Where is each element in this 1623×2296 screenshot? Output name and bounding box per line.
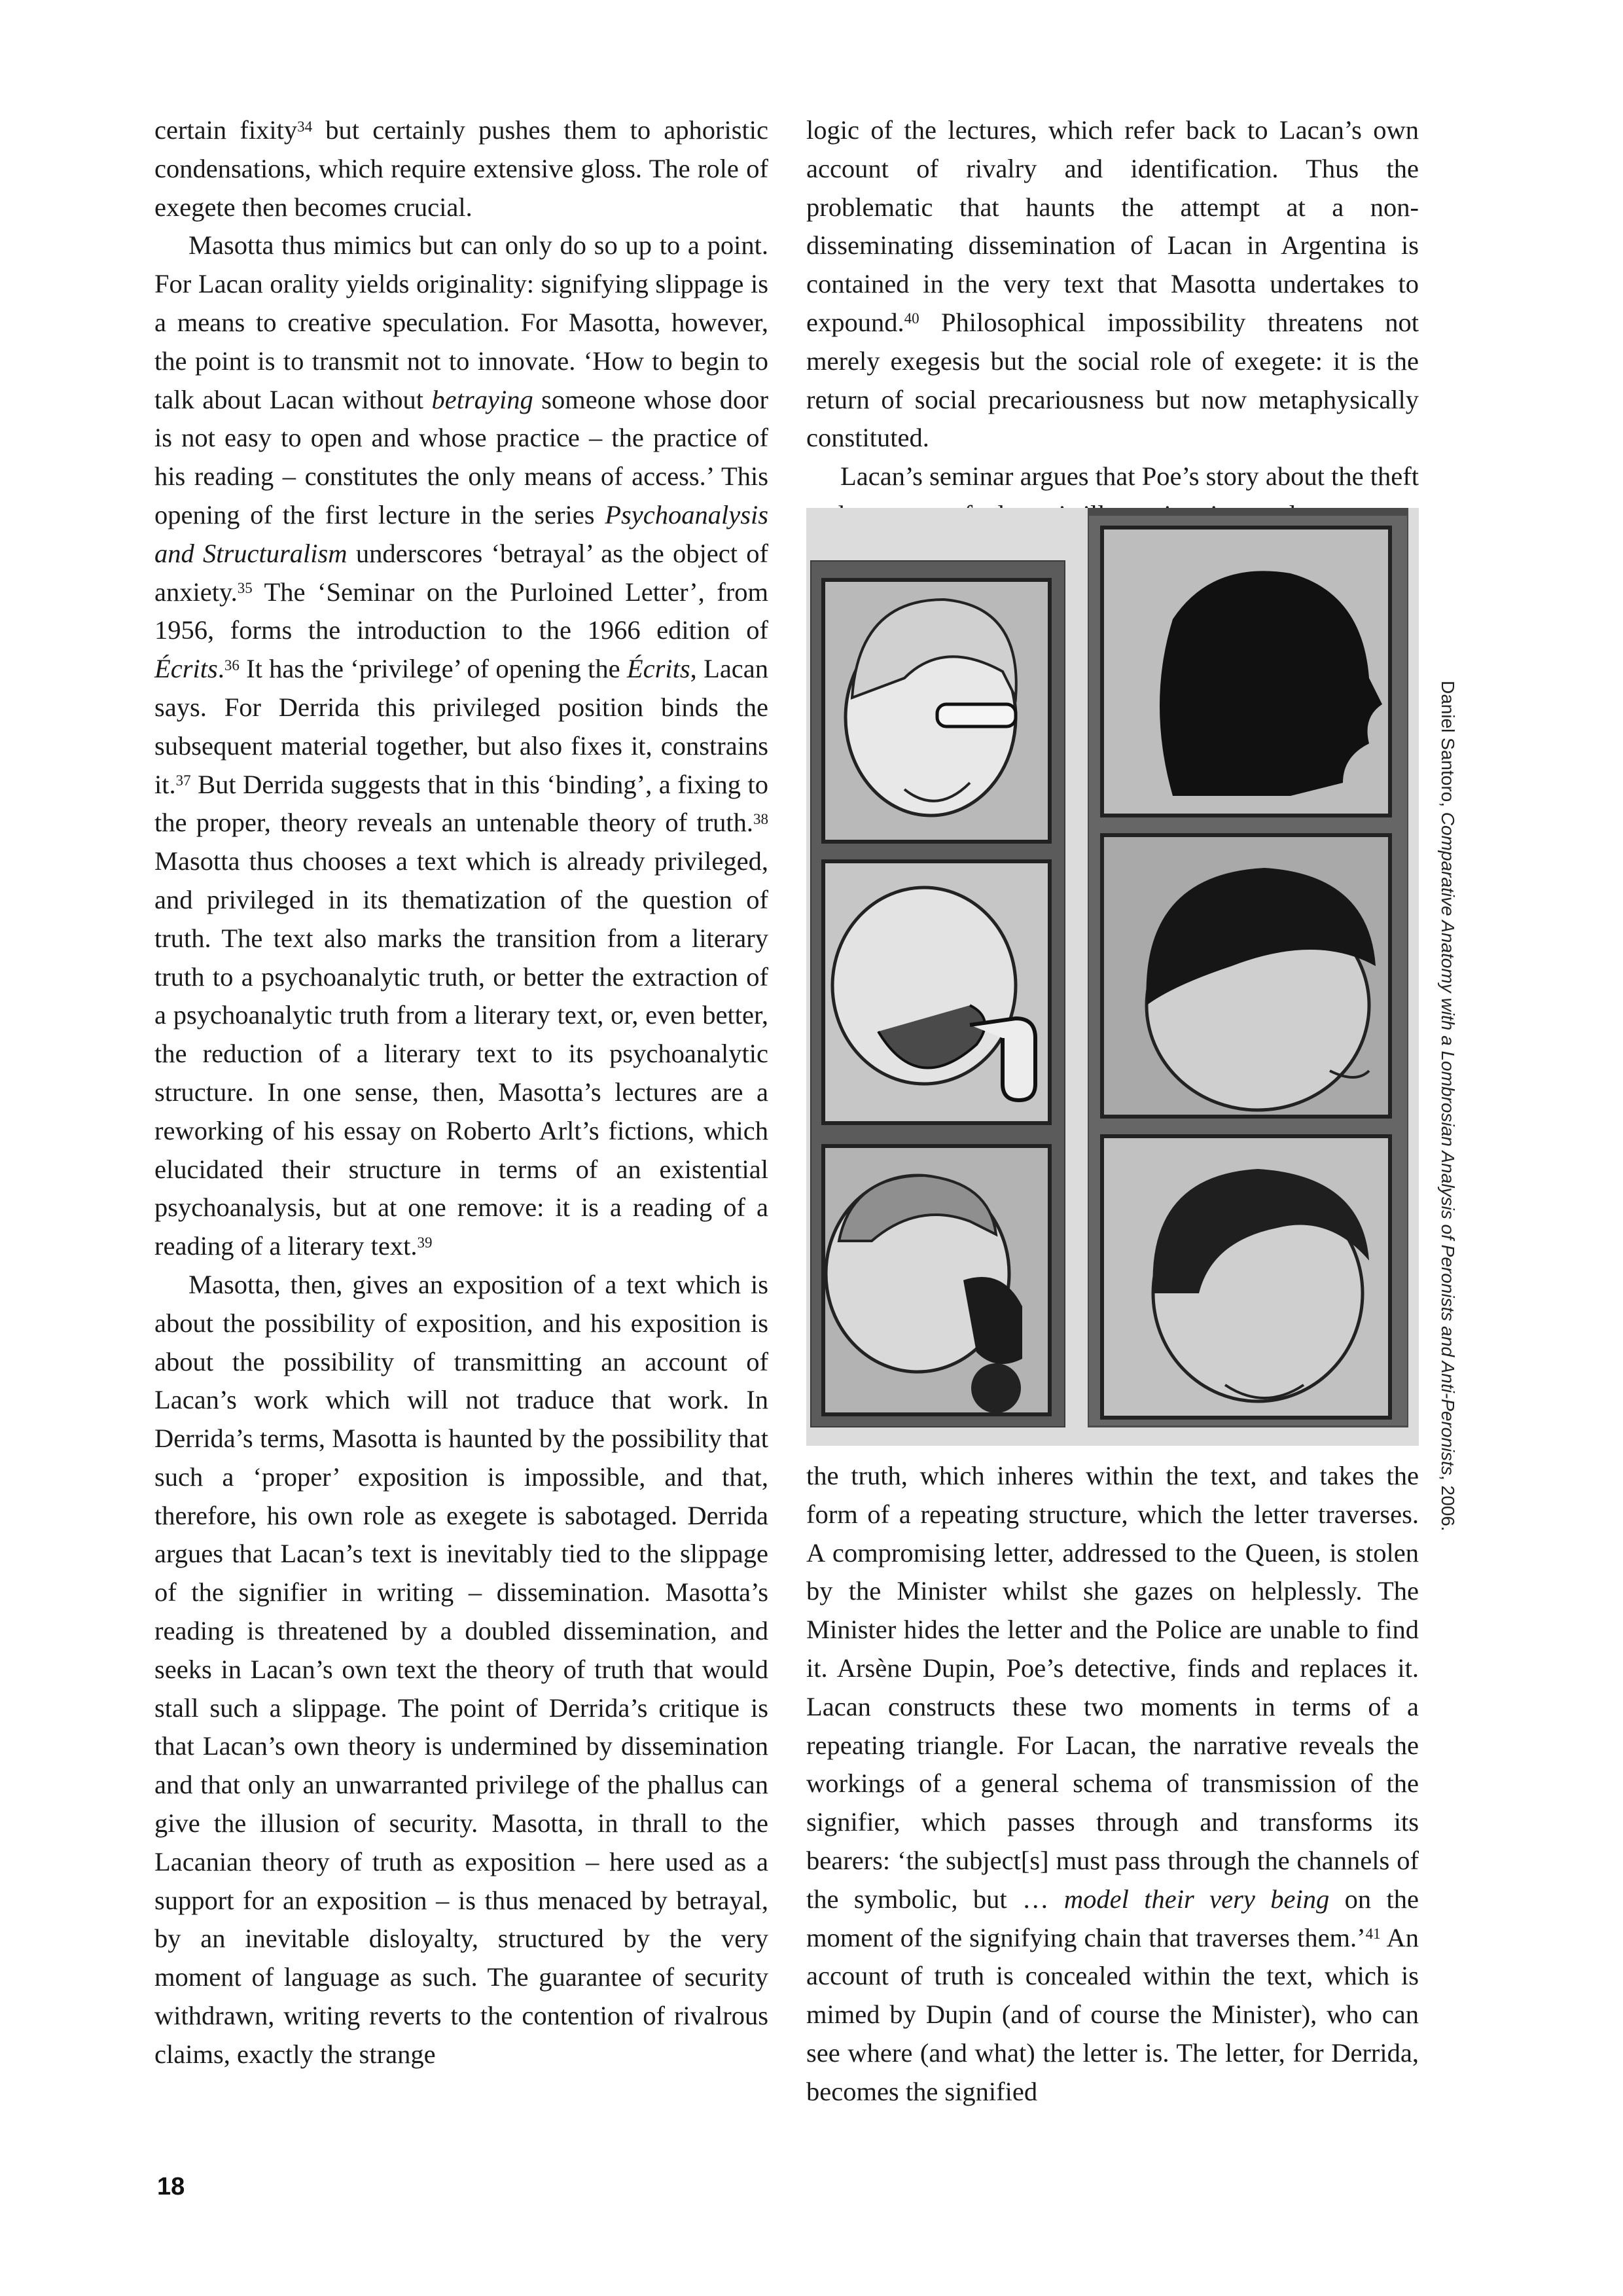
footnote-ref: 35 [237,580,253,597]
footnote-ref: 41 [1365,1926,1381,1943]
figure-caption: Daniel Santoro, Comparative Anatomy with a Lombrosian Analysis of Peronists and Anti-Peronists, 2006. [1438,681,1458,1532]
footnote-ref: 39 [417,1234,433,1251]
right-text-column-top [806,111,1419,535]
left-text-column [154,111,768,2074]
footnote-ref: 38 [753,810,768,827]
artwork-illustration [806,508,1419,1446]
footnote-ref: 34 [297,118,313,135]
footnote-ref: 36 [224,656,240,673]
artwork-figure [806,508,1419,1446]
paragraph: Masotta, then, gives an exposition of a text which is about the possibility of exposition, and his exposition is about the possibility of transmitting an account of Lacan’s work which will not traduce that work. In Derrida’s terms, Masotta is haunted by the possibility that such a ‘proper’ exposition is impossible, and that, therefore, his own role as exegete is sabotaged. Derrida argues that Lacan’s text is inevitably tied to the slippage of the signifier in writing – dissemination. Masotta’s reading is threatened by a doubled dissemination, and seeks in Lacan’s own text the theory of truth that would stall such a slippage. The point of Derrida’s critique is that Lacan’s own theory is undermined by dissemination and that only an unwarranted privilege of the phallus can give the illusion of security. Masotta, in thrall to the Lacanian theory of truth as exposition – here used as a support for an exposition – is thus menaced by betrayal, by an inevitable disloyalty, structured by the very moment of language as such. The guarantee of security withdrawn, writing reverts to the contention of rivalrous claims, exactly the strange [154,1269,768,2069]
paragraph: Lacan’s seminar argues that Poe’s story about the theft [840,461,1419,492]
paragraph: certain fixity$^{34}$ but certainly pushes them to aphoristic condensations, which require extensive gloss. The role of exegete then becomes crucial. [154,115,768,222]
paragraph: the truth, which inheres within the text, and takes the form of a repeating structure, which the letter traverses. A compromising letter, addressed to the Queen, is stolen by the Minister whilst she gazes on helplessly. The Minister hides the letter and the Police are unable to find it. Arsène Dupin, Poe’s detective, finds and replaces it. Lacan constructs these two moments in terms of a repeating triangle. For Lacan, the narrative reveals the workings of a general schema of transmission of the signifier, which passes through and transforms its bearers: ‘the subject[s] must pass through the channels of the symbolic, but … model their very being on the moment of the signifying chain that traverses them.’$^{41}$ An account of truth is concealed within the text, which is mimed by Dupin (and of course the Minister), who can see where (and what) the letter is. The letter, for Derrida, becomes the signified [806,1461,1419,2106]
right-text-column-bottom [806,1457,1419,2111]
page-number: 18 [157,2173,185,2200]
paragraph: Masotta thus mimics but can only do so up to a point. For Lacan orality yields originality: signifying slippage is a means to creative speculation. For Masotta, however, the point is to transmit not to innovate. ‘How to begin to talk about Lacan without betraying someone whose door is not easy to open and whose practice – the practice of his reading – constitutes the only means of access.’ This opening of the first lecture in the series Psychoanalysis and Structuralism underscores ‘betrayal’ as the object of anxiety.$^{35}$ The ‘Seminar on the Purloined Letter’, from 1956, forms the introduction to the 1966 edition of Écrits.$^{36}$ It has the ‘privilege’ of opening the Écrits, Lacan says. For Derrida this privileged position binds the subsequent material together, but also fixes it, constrains it.$^{37}$ But Derrida suggests that in this ‘binding’, a fixing to the proper, theory reveals an untenable theory of truth.$^{38}$ Masotta thus chooses a text which is already privileged, and privileged in its thematization of the question of truth. The text also marks the transition from a literary truth to a psychoanalytic truth, or better the extraction of a psychoanalytic truth from a literary text, or, even better, the reduction of a literary text to its psychoanalytic structure. In one sense, then, Masotta’s lectures are a reworking of his essay on Roberto Arlt’s fictions, which elucidated their structure in terms of an existential psychoanalysis, but at one remove: it is a reading of a reading of a literary text.$^{39}$ [154,230,769,1261]
footnote-ref: 37 [175,772,191,789]
footnote-ref: 40 [904,310,919,327]
paragraph: logic of the lectures, which refer back to Lacan’s own account of rivalry and identification. Thus the problematic that haunts the attempt at a non-disseminating dissemination of Lacan in Argentina is contained in the very text that Masotta undertakes to expound.$^{40}$ Philosophical impossibility threatens not merely exegesis but the social role of exegete: it is the return of social precariousness but now metaphysically constituted. [806,115,1419,453]
